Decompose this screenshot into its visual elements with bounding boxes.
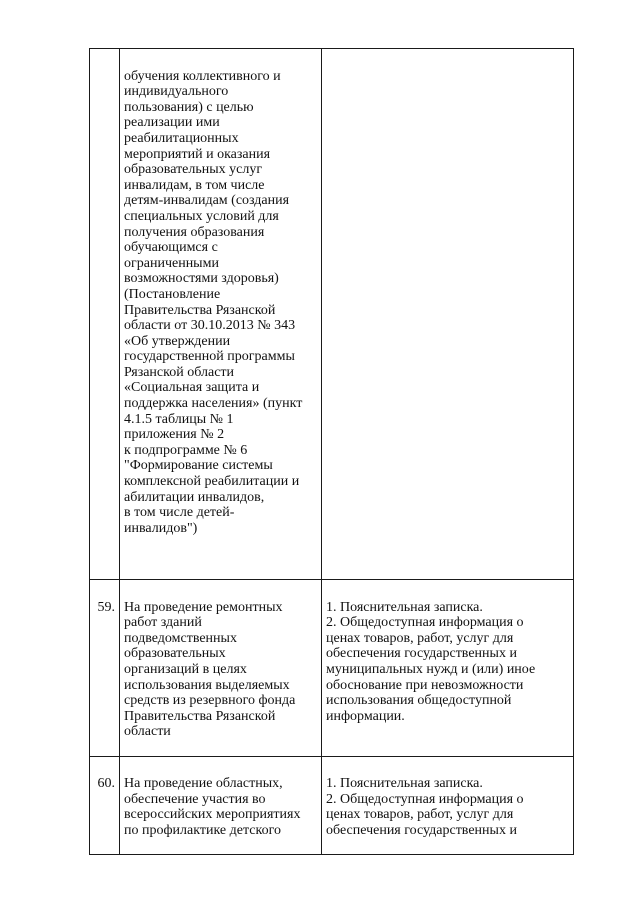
requirements-table	[89, 48, 574, 855]
expense-name-cell	[120, 756, 322, 855]
expense-name-text: обучения коллективного и индивидуального пользования) с целью реализации ими реабилитационных мероприятий и оказания образовательных услуг инвалидам, в том числе детям-инвалидам (создания специальных условий для получения образования обучающимся с ограниченными возможностями здоровья) (Постановление Правительства Рязанской области от 30.10.2013 № 343 «Об утверждении государственной программы Рязанской области «Социальная защита и поддержка населения» (пункт 4.1.5 таблицы № 1 приложения № 2 к подпрограмме № 6 "Формирование системы комплексной реабилитации и абилитации инвалидов, в том числе детей- инвалидов")	[124, 68, 303, 536]
table-row-continuation	[90, 49, 574, 580]
table-row-60	[90, 756, 574, 855]
documents-cell	[322, 580, 574, 757]
documents-text: 1. Пояснительная записка. 2. Общедоступная информация о ценах товаров, работ, услуг для обеспечения государственных и	[326, 776, 524, 838]
table-row-59	[90, 580, 574, 757]
expense-name-text: На проведение ремонтных работ зданий подведомственных образовательных организаций в целях использования выделяемых средств из резервного фонда Правительства Рязанской области	[124, 599, 296, 740]
row-number-cell	[90, 756, 120, 855]
row-number-cell	[90, 49, 120, 580]
expense-name-cell	[120, 580, 322, 757]
documents-cell	[322, 756, 574, 855]
documents-text: 1. Пояснительная записка. 2. Общедоступная информация о ценах товаров, работ, услуг для обеспечения государственных и муниципальных нужд и (или) иное обоснование при невозможности использования общедоступной информации.	[326, 599, 536, 724]
documents-cell	[322, 49, 574, 580]
expense-name-cell	[120, 49, 322, 580]
row-number: 60.	[97, 776, 115, 792]
row-number-cell	[90, 580, 120, 757]
expense-name-text: На проведение областных, обеспечение участия во всероссийских мероприятиях по профилактике детского	[124, 776, 301, 838]
row-number: 59.	[97, 599, 115, 615]
